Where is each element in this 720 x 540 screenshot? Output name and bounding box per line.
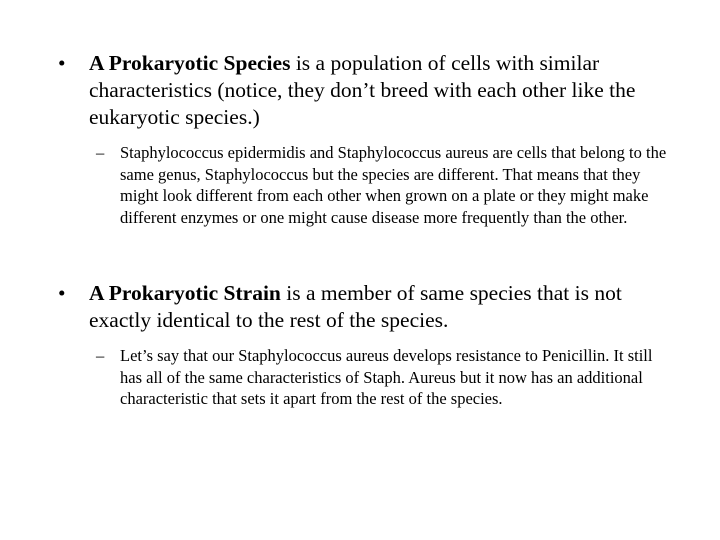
bullet-species-text [58,50,668,131]
bullet-strain-text [58,280,668,334]
sub-bullet-species-example-text: Staphylococcus epidermidis and Staphylococcus aureus are cells that belong to the same genus, Staphylococcus but the species are different. That means that they might look different from each other when grown on a plate or they might make different enzymes or one might cause disease more frequently than the other. [120,143,667,227]
bullet-species-term: A Prokaryotic Species [89,51,291,75]
bullet-strain-term: A Prokaryotic Strain [89,281,281,305]
bullet-strain [58,280,668,410]
sub-bullet-strain-example [58,345,668,410]
bullet-species [58,50,668,228]
bullet-marker: • [58,281,66,305]
bullet-strain-definition: is a member of same species that is not exactly identical to the rest of the species. [89,281,622,332]
bullet-marker: • [58,51,66,75]
sub-bullet-strain-example-text: Let’s say that our Staphylococcus aureus develops resistance to Penicillin. It still has all of the same characteristics of Staph. Aureus but it now has an additional characteristic that sets it apart from the rest of the species. [120,346,653,408]
sub-bullet-marker: – [96,346,105,365]
bullet-species-definition: is a population of cells with similar characteristics (notice, they don’t breed with each other like the eukaryotic species.) [89,51,636,129]
sub-bullet-species-example [58,142,668,228]
sub-bullet-marker: – [96,143,105,162]
